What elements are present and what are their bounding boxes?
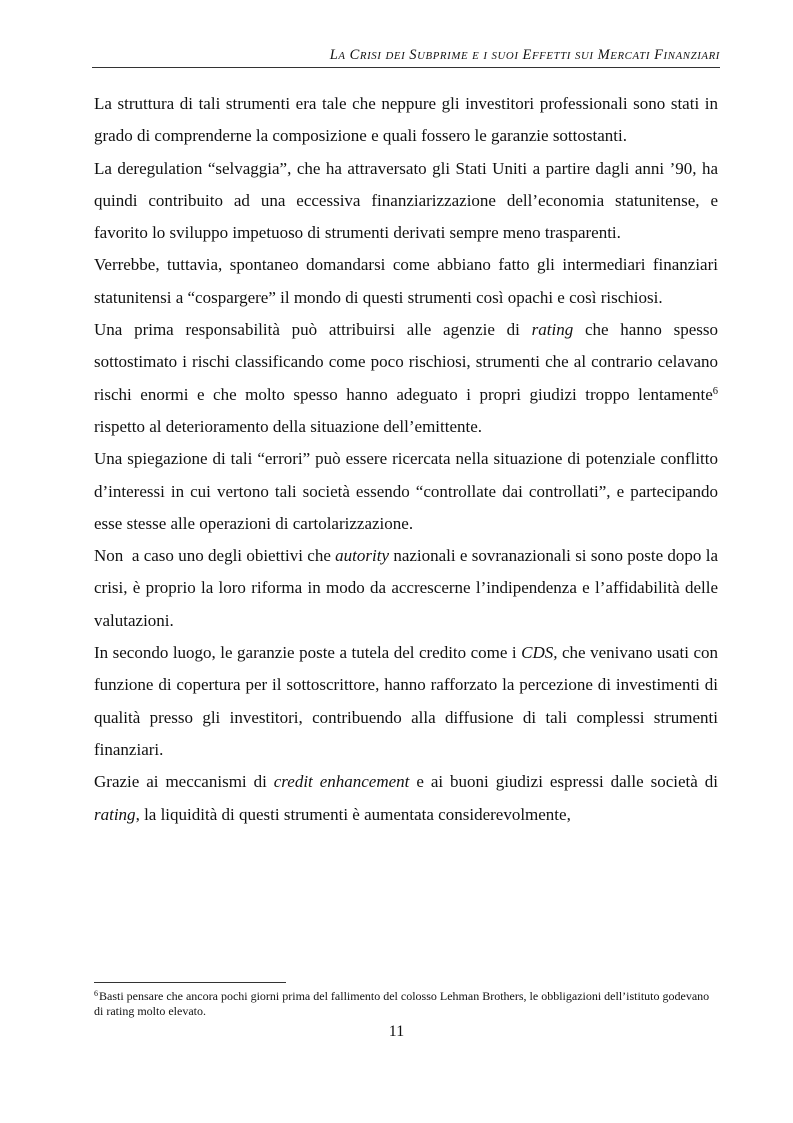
paragraph-2: [94, 153, 718, 250]
running-header: [92, 46, 720, 65]
paragraph-7-italic-cds: CDS,: [521, 643, 558, 663]
paragraph-4-text-a: Una prima responsabilità può attribuirsi alle agenzie di: [94, 320, 532, 340]
paragraph-1: [94, 88, 718, 153]
paragraph-7-text-b: che venivano usati con funzione di copertura per il sottoscrittore, hanno rafforzato la percezione di investimenti di qualità presso gli investitori, contribuendo alla diffusione di tali complessi strumenti finanziari.: [94, 643, 718, 759]
paragraph-6-text-b: nazionali e sovranazionali si sono poste dopo la crisi, è proprio la loro riforma in modo da accrescerne l’indipendenza e l’affidabilità delle valutazioni.: [94, 546, 723, 630]
paragraph-8-italic-rating: rating: [94, 804, 136, 824]
running-header-title: LA CRISI DEI SUBPRIME E I SUOI EFFETTI SUI MERCATI FINANZIARI: [329, 47, 720, 63]
body-text: [94, 88, 723, 831]
page-number: 11: [388, 1023, 405, 1040]
paragraph-7: [94, 637, 718, 766]
paragraph-3: [94, 249, 718, 314]
paragraph-6: [94, 540, 723, 637]
paragraph-8: [94, 766, 718, 831]
paragraph-8-italic-credit-enhancement: credit enhancement: [273, 772, 410, 792]
paragraph-1-text: La struttura di tali strumenti era tale che neppure gli investitori professionali sono stati in grado di comprenderne la composizione e quali fossero le garanzie sottostanti.: [94, 94, 718, 146]
paragraph-4-text-b: che hanno spesso sottostimato i rischi classificando come poco rischiosi, strumenti che al contrario celavano rischi enormi e che molto spesso hanno adeguato i propri giudizi troppo lentamente: [94, 320, 718, 404]
paragraph-6-italic-autority: autority: [335, 546, 390, 566]
footnote-reference[interactable]: 6: [712, 385, 718, 397]
paragraph-2-text: La deregulation “selvaggia”, che ha attraversato gli Stati Uniti a partire dagli anni ’90, ha quindi contribuito ad una eccessiva finanziarizzazione dell’economia statunitense, e favorito lo sviluppo impetuoso di strumenti derivati sempre meno trasparenti.: [94, 158, 718, 243]
paragraph-8-text-b: e ai buoni giudizi espressi dalle società di: [409, 772, 718, 792]
paragraph-4-text-c: rispetto al deterioramento della situazione dell’emittente.: [94, 416, 483, 436]
footnote: [94, 989, 714, 1018]
header-rule: [92, 67, 720, 68]
paragraph-8-text-a: Grazie ai meccanismi di: [94, 772, 274, 792]
paragraph-8-text-c: , la liquidità di questi strumenti è aumentata considerevolmente,: [135, 804, 571, 824]
paragraph-6-text-a: Non a caso uno degli obiettivi che: [94, 546, 336, 566]
footnote-rule: [94, 982, 286, 983]
paragraph-7-text-a: In secondo luogo, le garanzie poste a tutela del credito come i: [94, 643, 522, 663]
footnote-number: 6: [94, 989, 98, 998]
paragraph-5: [94, 443, 718, 540]
paragraph-4-italic-rating: rating: [531, 320, 574, 340]
paragraph-4: [94, 314, 718, 443]
footnote-text: Basti pensare che ancora pochi giorni prima del fallimento del colosso Lehman Brothers, le obbligazioni dell’istituto godevano di rating molto elevato.: [94, 989, 710, 1018]
paragraph-5-text: Una spiegazione di tali “errori” può essere ricercata nella situazione di potenziale conflitto d’interessi in cui vertono tali società essendo “controllate dai controllati”, e partecipando esse stesse alle operazioni di cartolarizzazione.: [94, 449, 718, 533]
paragraph-3-text: Verrebbe, tuttavia, spontaneo domandarsi come abbiano fatto gli intermediari finanziari statunitensi a “cospargere” il mondo di questi strumenti così opachi e così rischiosi.: [94, 255, 718, 307]
